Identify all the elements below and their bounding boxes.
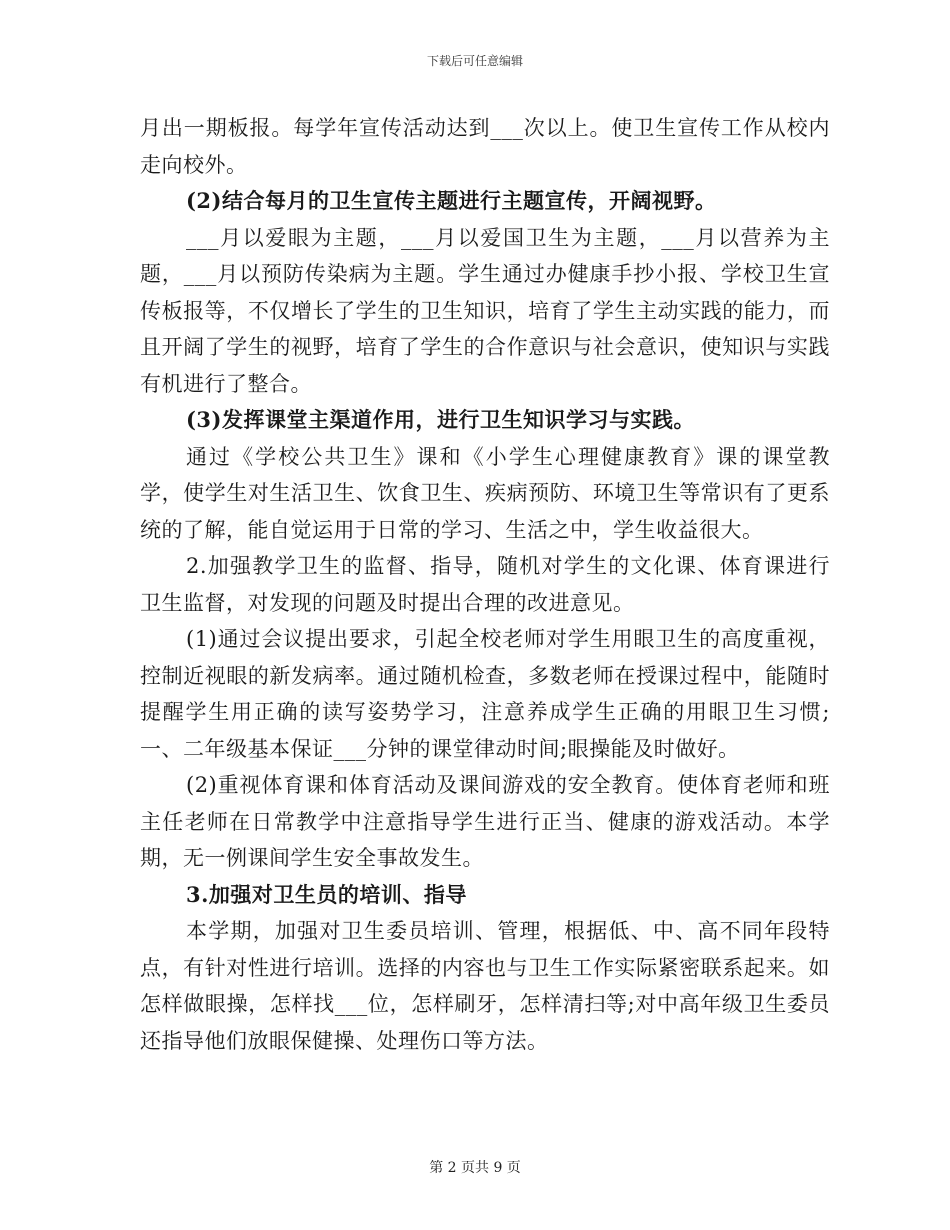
paragraph-5: 通过《学校公共卫生》课和《小学生心理健康教育》课的课堂教学，使学生对生活卫生、饮食卫生、疾病预防、环境卫生等常识有了更系统的了解，能自觉运用于日常的学习、生活之中，学生收益很大。 xyxy=(140,444,830,542)
paragraph-7: (1)通过会议提出要求，引起全校老师对学生用眼卫生的高度重视，控制近视眼的新发病率。通过随机检查，多数老师在授课过程中，能随时提醒学生用正确的读写姿势学习，注意养成学生正确的用眼卫生习惯;一、二年级基本保证___分钟的课堂律动时间;眼操能及时做好。 xyxy=(140,627,830,761)
paragraph-8: (2)重视体育课和体育活动及课间游戏的安全教育。使体育老师和班主任老师在日常教学中注意指导学生进行正当、健康的游戏活动。本学期，无一例课间学生安全事故发生。 xyxy=(140,773,830,870)
paragraph-1: 月出一期板报。每学年宣传活动达到___次以上。使卫生宣传工作从校内走向校外。 xyxy=(140,116,830,177)
section-heading-3: (3)发挥课堂主渠道作用，进行卫生知识学习与实践。 xyxy=(186,407,695,432)
page-header: 下载后可任意编辑 xyxy=(426,54,523,68)
paragraph-3: ___月以爱眼为主题，___月以爱国卫生为主题，___月以营养为主题，___月以预防传染病为主题。学生通过办健康手抄小报、学校卫生宣传板报等，不仅增长了学生的卫生知识，培育了学生主动实践的能力，而且开阔了学生的视野，培育了学生的合作意识与社会意识，使知识与实践有机进行了整合。 xyxy=(140,225,830,396)
page-footer: 第 2 页共 9 页 xyxy=(429,1160,521,1176)
section-heading-2: (2)结合每月的卫生宣传主题进行主题宣传，开阔视野。 xyxy=(186,188,717,213)
paragraph-6: 2.加强教学卫生的监督、指导，随机对学生的文化课、体育课进行卫生监督，对发现的问题及时提出合理的改进意见。 xyxy=(140,554,830,615)
document-body xyxy=(140,110,830,1059)
paragraph-10: 本学期，加强对卫生委员培训、管理，根据低、中、高不同年段特点，有针对性进行培训。选择的内容也与卫生工作实际紧密联系起来。如怎样做眼操，怎样找___位，怎样刷牙，怎样清扫等;对中高年级卫生委员还指导他们放眼保健操、处理伤口等方法。 xyxy=(140,919,830,1053)
section-heading-training: 3.加强对卫生员的培训、指导 xyxy=(186,881,467,907)
